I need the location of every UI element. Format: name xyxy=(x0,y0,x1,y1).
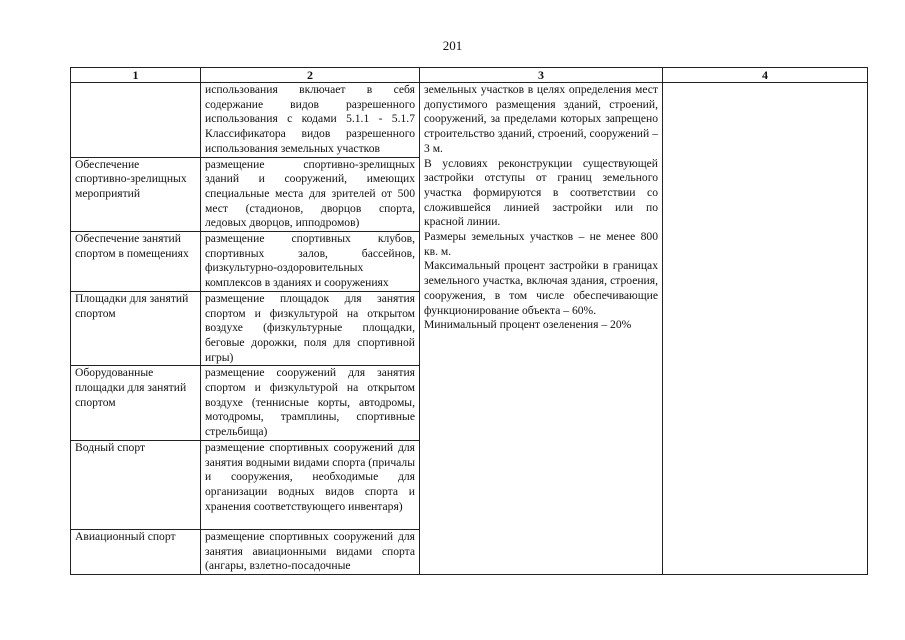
column-header-1: 1 xyxy=(71,68,201,83)
use-name-cell xyxy=(71,83,201,158)
use-name-cell: Авиационный спорт xyxy=(71,529,201,574)
use-description-cell: размещение спортивных клубов, спортивных залов, бассейнов, физкультурно-оздоровительных комплексов в зданиях и сооружениях xyxy=(201,232,420,292)
use-description-cell: использования включает в себя содержание видов разрешенного использования с кодами 5.1.1 - 5.1.7 Классификатора видов разрешенного использования земельных участков xyxy=(201,83,420,158)
column-header-3: 3 xyxy=(420,68,663,83)
use-description-cell: размещение сооружений для занятия спортом и физкультурой на открытом воздухе (теннисные корты, автодромы, мотодромы, трамплины, спортивные стрельбища) xyxy=(201,366,420,441)
parameter-plot-size: Размеры земельных участков – не менее 800 кв. м. xyxy=(424,230,658,258)
parameter-min-greenery: Минимальный процент озеленения – 20% xyxy=(424,318,632,332)
table-row xyxy=(71,83,868,158)
use-name-cell: Обеспечение занятий спортом в помещениях xyxy=(71,232,201,292)
regulations-table xyxy=(70,67,868,575)
table-header-row xyxy=(71,68,868,83)
use-name-cell: Площадки для занятий спортом xyxy=(71,291,201,366)
column-header-4: 4 xyxy=(663,68,868,83)
use-description-cell: размещение спортивных сооружений для занятия водными видами спорта (причалы и сооружения, необходимые для организации водных видов спорта и хранения соответствующего инвентаря) xyxy=(201,440,420,529)
use-description-cell: размещение спортивных сооружений для занятия авиационными видами спорта (ангары, взлетно-посадочные xyxy=(201,529,420,574)
use-name-cell: Оборудованные площадки для занятий спортом xyxy=(71,366,201,441)
parameters-cell xyxy=(420,83,663,575)
parameter-setback: земельных участков в целях определения мест допустимого размещения зданий, строений, сооружений, за пределами которых запрещено строительство зданий, строений, сооружений – 3 м. xyxy=(424,83,658,155)
use-name-cell: Обеспечение спортивно-зрелищных мероприятий xyxy=(71,157,201,232)
page-number: 201 xyxy=(442,38,463,53)
parameter-max-coverage: Максимальный процент застройки в границах земельного участка, включая здания, строения, сооружения, в том числе обеспечивающие функционирование объекта – 60%. xyxy=(424,259,658,317)
column-header-2: 2 xyxy=(201,68,420,83)
column-4-cell xyxy=(663,83,868,575)
use-description-cell: размещение площадок для занятия спортом и физкультурой на открытом воздухе (физкультурные площадки, беговые дорожки, поля для спортивной игры) xyxy=(201,291,420,366)
use-description-cell: размещение спортивно-зрелищных зданий и сооружений, имеющих специальные места для зрителей от 500 мест (стадионов, дворцов спорта, ледовых дворцов, ипподромов) xyxy=(201,157,420,232)
parameter-reconstruction: В условиях реконструкции существующей застройки отступы от границ земельного участка формируются в соответствии со сложившейся линией застройки или по красной линии. xyxy=(424,156,658,229)
use-name-cell: Водный спорт xyxy=(71,440,201,529)
